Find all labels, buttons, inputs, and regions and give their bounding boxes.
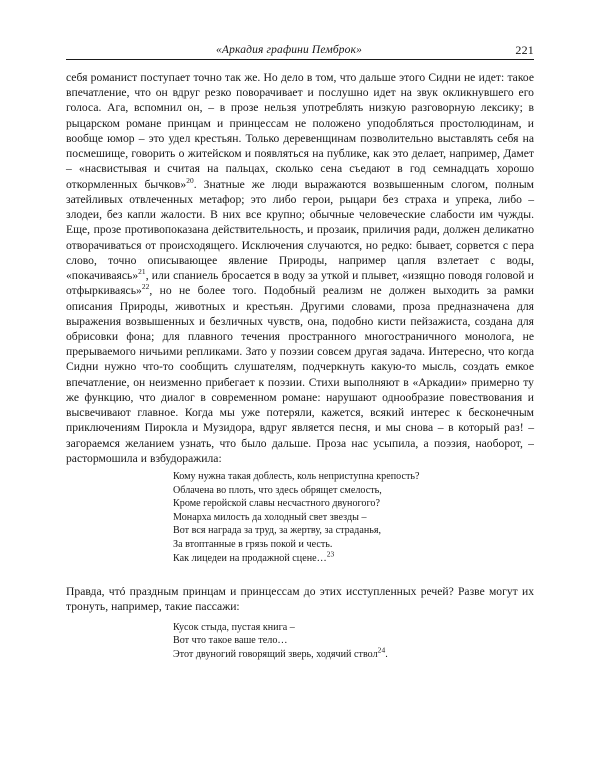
verse-line: Монарха милость да холодный свет звезды –	[173, 511, 367, 523]
footnote-marker-20: 20	[186, 175, 194, 185]
paragraph-1-segment-4: , но не более того. Подобный реализм не должен выходить за рамки описания Природы, животных и крестьян. Другими словами, проза предназначена для выражения возвышенных и безличных чувств, она, подобно кисти пейзажиста, создана для обрисовки фона; для плавного течения пространного многостраничного монолога, не прерываемого ничьими репликами. Зато у поэзии совсем другая задача. Интересно, что когда Сидни нужно что-то сообщить слушателям, подчеркнуть какую-то мысль, создать емкое впечатление, он неизменно прибегает к поэзии. Стихи выполняют в «Аркадии» примерно ту же функцию, что диалог в современном романе: нарушают однообразие повествования и высвечивают главное. Когда мы уже потеряли, кажется, всякий интерес к бесконечным приключениям Пирокла и Музидора, вдруг является песня, и мы снова – в который раз! – загораемся желанием узнать, что было дальше. Проза нас усыпила, а поэзия, наоборот, – растормошила и взбудоражила:	[66, 284, 534, 465]
paragraph-1	[66, 70, 534, 466]
verse-line-last	[173, 549, 534, 566]
footnote-marker-24: 24	[377, 645, 386, 655]
text-block	[66, 70, 534, 662]
verse-line: Вот вся награда за труд, за жертву, за страданья,	[173, 525, 382, 537]
footnote-marker-21: 21	[138, 267, 146, 277]
verse-line: За втоптанные в грязь покой и честь.	[173, 539, 333, 551]
paragraph-1-segment-3: , или спаниель бросается в воду за уткой и плывет, «изящно поводя головой и отфыркиваясь»	[66, 269, 534, 298]
verse-line-text: Этот двуногий говорящий зверь, ходячий ствол	[173, 648, 378, 660]
verse-line: Кому нужна такая доблесть, коль неприступна крепость?	[173, 471, 420, 483]
paragraph-2: Правда, чтó праздным принцам и принцессам до этих исступленных речей? Разве могут их тронуть, например, такие пассажи:	[66, 585, 534, 614]
verse-line: Вот что такое ваше тело…	[173, 635, 288, 647]
page-number: 221	[515, 43, 534, 57]
verse-line: Кроме геройской славы несчастного двуногого?	[173, 498, 380, 510]
footnote-marker-23: 23	[326, 549, 335, 559]
verse-trailing-punctuation: .	[385, 648, 388, 660]
verse-line-last	[173, 645, 534, 662]
paragraph-1-segment-1: себя романист поступает точно так же. Но дело в том, что дальше этого Сидни не идет: такое впечатление, что он вдруг резко поворачивает и послушно идет на звук окликнувшего его голоса. Ага, вспомнил он, – в прозе нельзя употреблять низкую разговорную лексику; в рыцарском романе принцам и принцессам не положено уподобляться простолюдинам, и вообще юмор – это удел крестьян. Только деревенщинам позволительно выставлять себя на посмешище, говорить о житейском и появляться на публике, как это делает, например, Дамет – «насвистывая и считая на пальцах, сколько сена съедают в год семнадцать хорошо откормленных бычков»	[66, 71, 534, 191]
spacer	[66, 565, 534, 584]
paragraph-1-segment-2: . Знатные же люди выражаются возвышенным слогом, полным затейливых отвлеченных метафор; это либо герои, рыцари без страха и упрека, либо – злодеи, без капли жалости. В них все крупно; обычные человеческие слабости им чужды. Еще, прозе противопоказана действительность, и прозаик, приличия ради, должен деликатно отворачиваться от происходящего. Исключения случаются, но редко: бывает, сорвется с пера слово, точно описывающее явление Природы, например цапля взлетает с воды, «покачиваясь»	[66, 177, 534, 283]
verse-line-text: Как лицедеи на продажной сцене…	[173, 552, 327, 564]
running-head	[66, 36, 534, 56]
verse-line: Кусок стыда, пустая книга –	[173, 621, 295, 633]
running-head-title: «Аркадия графини Пемброк»	[216, 43, 363, 56]
verse-block-2	[173, 621, 534, 662]
verse-block-1	[173, 470, 534, 565]
verse-line: Облачена во плоть, что здесь обрящет смелость,	[173, 484, 382, 496]
footnote-marker-22: 22	[141, 282, 150, 292]
header-rule	[66, 59, 534, 60]
